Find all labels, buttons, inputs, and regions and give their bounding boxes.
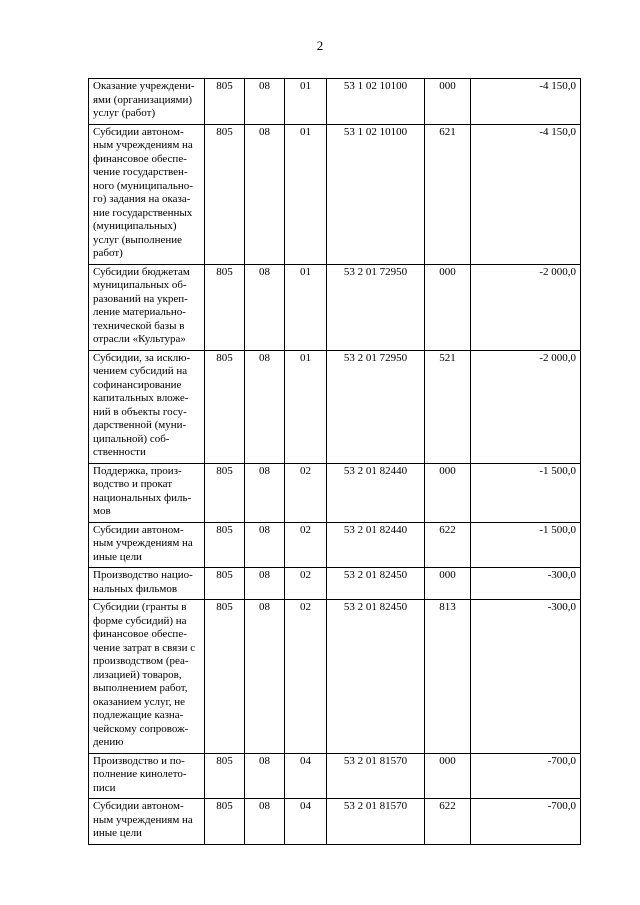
expense-type-cell: 521 bbox=[425, 350, 471, 463]
item-name-line: Субсидии бюджетам bbox=[93, 265, 190, 278]
table-row bbox=[89, 463, 581, 522]
item-name-line: муниципальных об- bbox=[93, 279, 187, 291]
section-code-cell: 08 bbox=[245, 600, 285, 754]
table-row bbox=[89, 799, 581, 845]
amount-cell: -300,0 bbox=[471, 568, 581, 600]
ministry-code-cell: 805 bbox=[205, 753, 245, 799]
amount-cell: -300,0 bbox=[471, 600, 581, 754]
amount-cell: -700,0 bbox=[471, 799, 581, 845]
subsection-code-cell: 02 bbox=[285, 568, 327, 600]
item-name-line: лизацией) товаров, bbox=[93, 668, 182, 681]
item-name-cell bbox=[89, 79, 205, 125]
item-name-line: ным учреждениям на bbox=[93, 139, 193, 151]
section-code-cell: 08 bbox=[245, 79, 285, 125]
item-name-line: отрасли «Культура» bbox=[93, 333, 186, 345]
item-name-cell bbox=[89, 600, 205, 754]
table-row bbox=[89, 753, 581, 799]
item-name-line: подлежащие казна- bbox=[93, 709, 184, 721]
budget-table bbox=[88, 78, 581, 845]
section-code-cell: 08 bbox=[245, 264, 285, 350]
item-name-line: ями (организациями) bbox=[93, 93, 193, 106]
amount-cell: -700,0 bbox=[471, 753, 581, 799]
item-name-line: разований на укреп- bbox=[93, 292, 188, 305]
item-name-line: оказанием услуг, не bbox=[93, 695, 186, 708]
table-row bbox=[89, 600, 581, 754]
item-name-line: чением субсидий на bbox=[93, 365, 188, 377]
subsection-code-cell: 04 bbox=[285, 753, 327, 799]
item-name-line: водство и прокат bbox=[93, 478, 173, 490]
ministry-code-cell: 805 bbox=[205, 568, 245, 600]
amount-cell: -1 500,0 bbox=[471, 463, 581, 522]
item-name-line: национальных филь- bbox=[93, 491, 192, 504]
section-code-cell: 08 bbox=[245, 568, 285, 600]
table-row bbox=[89, 350, 581, 463]
item-name-line: полнение кинолето- bbox=[93, 768, 187, 780]
item-name-cell bbox=[89, 568, 205, 600]
item-name-line: иные цели bbox=[93, 827, 142, 839]
item-name-line: ние государственных bbox=[93, 206, 193, 219]
ministry-code-cell: 805 bbox=[205, 264, 245, 350]
item-name-line: Субсидии (гранты в bbox=[93, 601, 187, 613]
expense-type-cell: 000 bbox=[425, 463, 471, 522]
expense-type-cell: 000 bbox=[425, 753, 471, 799]
section-code-cell: 08 bbox=[245, 799, 285, 845]
target-article-cell: 53 2 01 81570 bbox=[327, 799, 425, 845]
item-name-line: чейскому сопровож- bbox=[93, 722, 189, 735]
ministry-code-cell: 805 bbox=[205, 799, 245, 845]
section-code-cell: 08 bbox=[245, 463, 285, 522]
item-name-line: (муниципальных) bbox=[93, 220, 177, 232]
item-name-line: Оказание учреждени- bbox=[93, 80, 195, 92]
item-name-line: Субсидии автоном- bbox=[93, 523, 184, 536]
item-name-line: работ) bbox=[93, 247, 123, 259]
target-article-cell: 53 2 01 72950 bbox=[327, 264, 425, 350]
item-name-line: ственности bbox=[93, 446, 146, 458]
amount-cell: -2 000,0 bbox=[471, 264, 581, 350]
subsection-code-cell: 01 bbox=[285, 79, 327, 125]
target-article-cell: 53 2 01 81570 bbox=[327, 753, 425, 799]
subsection-code-cell: 04 bbox=[285, 799, 327, 845]
item-name-line: го) задания на оказа- bbox=[93, 193, 191, 205]
item-name-cell bbox=[89, 753, 205, 799]
item-name-line: услуг (выполнение bbox=[93, 233, 183, 246]
item-name-cell bbox=[89, 463, 205, 522]
expense-type-cell: 813 bbox=[425, 600, 471, 754]
target-article-cell: 53 1 02 10100 bbox=[327, 79, 425, 125]
item-name-line: писи bbox=[93, 781, 116, 794]
item-name-line: иные цели bbox=[93, 550, 142, 563]
amount-cell: -1 500,0 bbox=[471, 522, 581, 568]
expense-type-cell: 621 bbox=[425, 124, 471, 264]
subsection-code-cell: 02 bbox=[285, 463, 327, 522]
item-name-line: ным учреждениям на bbox=[93, 813, 193, 826]
item-name-line: нальных фильмов bbox=[93, 582, 178, 595]
item-name-line: финансовое обеспе- bbox=[93, 628, 187, 640]
target-article-cell: 53 2 01 72950 bbox=[327, 350, 425, 463]
item-name-cell bbox=[89, 264, 205, 350]
expense-type-cell: 622 bbox=[425, 799, 471, 845]
item-name-cell bbox=[89, 350, 205, 463]
table-row bbox=[89, 264, 581, 350]
item-name-line: чение затрат в связи с bbox=[93, 641, 196, 654]
item-name-line: чение государствен- bbox=[93, 166, 188, 178]
ministry-code-cell: 805 bbox=[205, 79, 245, 125]
section-code-cell: 08 bbox=[245, 350, 285, 463]
subsection-code-cell: 01 bbox=[285, 264, 327, 350]
item-name-line: ципальной) соб- bbox=[93, 432, 170, 445]
item-name-line: Поддержка, произ- bbox=[93, 464, 182, 477]
expense-type-cell: 622 bbox=[425, 522, 471, 568]
item-name-line: капитальных вложе- bbox=[93, 392, 189, 404]
item-name-line: мов bbox=[93, 505, 111, 517]
page-number: 2 bbox=[316, 38, 324, 53]
table-row bbox=[89, 522, 581, 568]
item-name-line: технической базы в bbox=[93, 319, 185, 332]
item-name-line: производством (реа- bbox=[93, 655, 189, 667]
item-name-line: форме субсидий) на bbox=[93, 614, 187, 627]
subsection-code-cell: 02 bbox=[285, 522, 327, 568]
ministry-code-cell: 805 bbox=[205, 350, 245, 463]
amount-cell: -2 000,0 bbox=[471, 350, 581, 463]
item-name-cell bbox=[89, 799, 205, 845]
ministry-code-cell: 805 bbox=[205, 522, 245, 568]
subsection-code-cell: 01 bbox=[285, 124, 327, 264]
target-article-cell: 53 2 01 82450 bbox=[327, 600, 425, 754]
item-name-line: софинансирование bbox=[93, 378, 182, 391]
item-name-line: ний в объекты госу- bbox=[93, 405, 187, 418]
target-article-cell: 53 2 01 82440 bbox=[327, 522, 425, 568]
budget-table-body bbox=[89, 79, 581, 845]
item-name-line: дению bbox=[93, 736, 124, 748]
item-name-line: Производство и по- bbox=[93, 754, 185, 767]
item-name-line: услуг (работ) bbox=[93, 107, 156, 119]
section-code-cell: 08 bbox=[245, 753, 285, 799]
expense-type-cell: 000 bbox=[425, 568, 471, 600]
target-article-cell: 53 2 01 82450 bbox=[327, 568, 425, 600]
item-name-cell bbox=[89, 124, 205, 264]
item-name-line: Производство нацио- bbox=[93, 569, 193, 581]
item-name-line: Субсидии автоном- bbox=[93, 800, 184, 812]
item-name-line: дарственной (муни- bbox=[93, 419, 187, 431]
table-row bbox=[89, 79, 581, 125]
item-name-line: ление материально- bbox=[93, 306, 186, 318]
item-name-line: Субсидии, за исклю- bbox=[93, 351, 191, 364]
item-name-line: Субсидии автоном- bbox=[93, 125, 184, 138]
ministry-code-cell: 805 bbox=[205, 124, 245, 264]
section-code-cell: 08 bbox=[245, 124, 285, 264]
ministry-code-cell: 805 bbox=[205, 600, 245, 754]
item-name-cell bbox=[89, 522, 205, 568]
amount-cell: -4 150,0 bbox=[471, 79, 581, 125]
target-article-cell: 53 1 02 10100 bbox=[327, 124, 425, 264]
subsection-code-cell: 01 bbox=[285, 350, 327, 463]
table-row bbox=[89, 124, 581, 264]
expense-type-cell: 000 bbox=[425, 264, 471, 350]
item-name-line: выполнением работ, bbox=[93, 682, 188, 694]
item-name-line: ным учреждениям на bbox=[93, 537, 193, 549]
expense-type-cell: 000 bbox=[425, 79, 471, 125]
target-article-cell: 53 2 01 82440 bbox=[327, 463, 425, 522]
subsection-code-cell: 02 bbox=[285, 600, 327, 754]
table-row bbox=[89, 568, 581, 600]
item-name-line: финансовое обеспе- bbox=[93, 152, 187, 165]
ministry-code-cell: 805 bbox=[205, 463, 245, 522]
section-code-cell: 08 bbox=[245, 522, 285, 568]
amount-cell: -4 150,0 bbox=[471, 124, 581, 264]
item-name-line: ного (муниципально- bbox=[93, 179, 193, 192]
